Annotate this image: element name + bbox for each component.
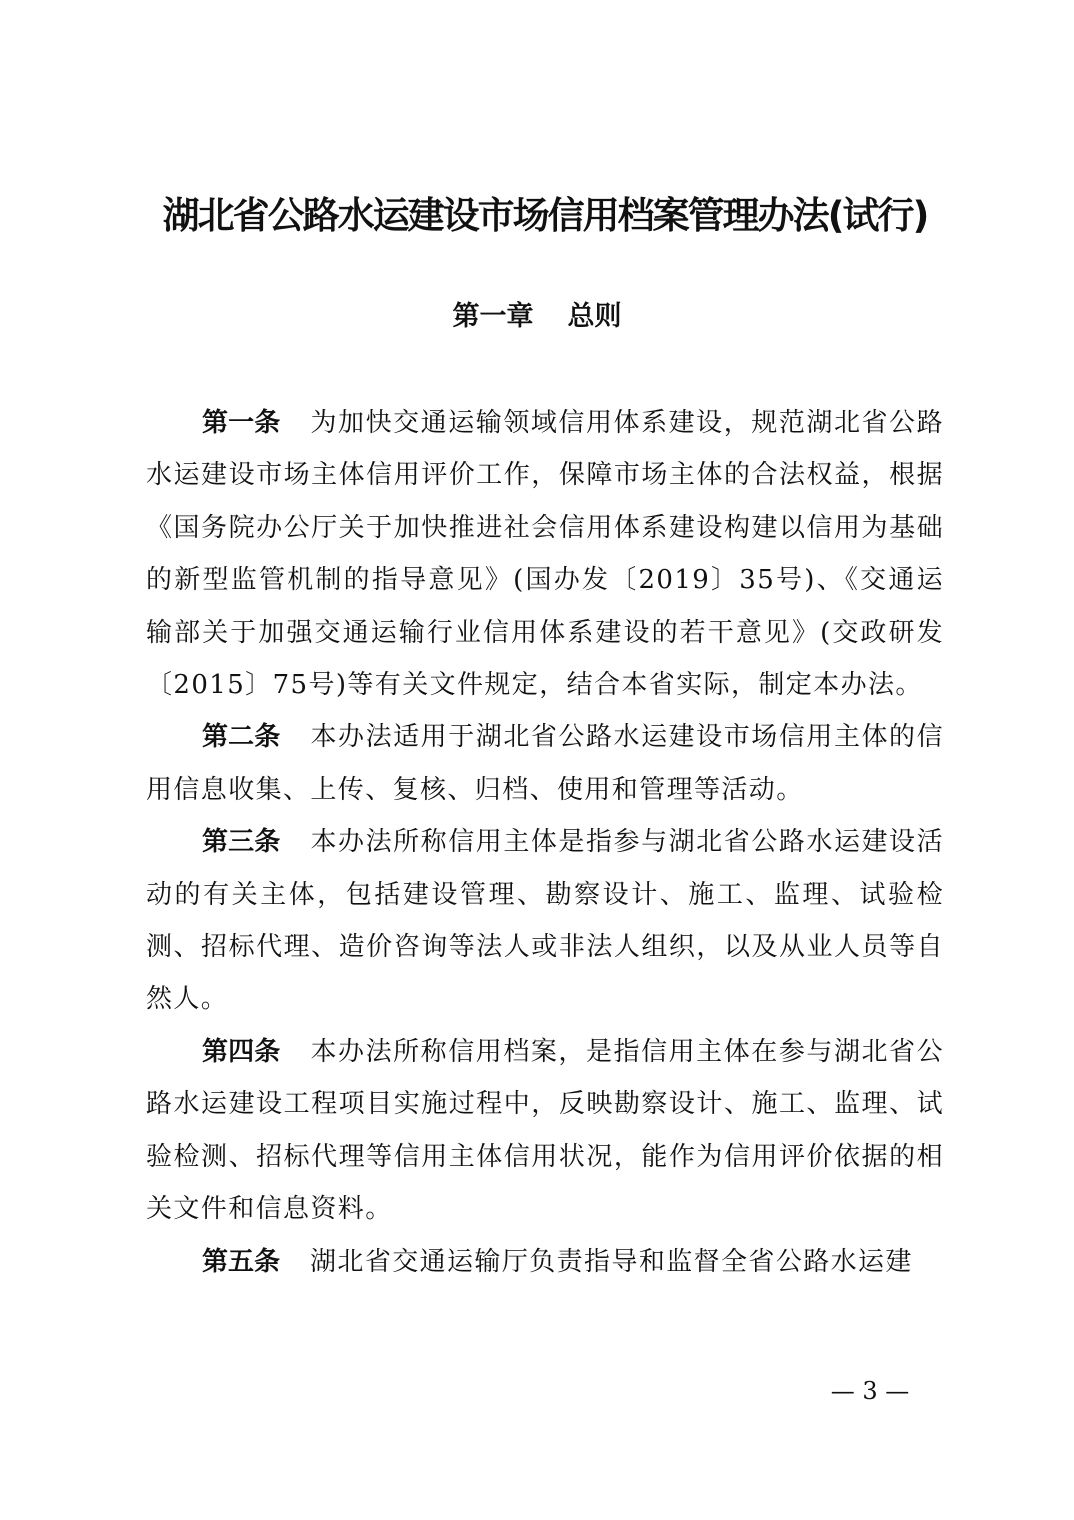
article-number: 第二条 [202,722,281,753]
article-1 [146,397,944,711]
chapter-heading [0,296,1074,338]
article-2 [146,711,944,816]
article-number: 第一条 [202,408,281,438]
article-number: 第五条 [202,1246,281,1277]
chapter-number: 第一章 [452,301,534,332]
article-text: 湖北省交通运输厅负责指导和监督全省公路水运建 [310,1246,913,1277]
document-body [146,397,944,1288]
article-number: 第三条 [202,827,281,858]
chapter-name: 总则 [567,301,622,332]
article-text: 本办法所称信用主体是指参与湖北省公路水运建设活动的有关主体，包括建设管理、勘察设计、施工、监理、试验检测、招标代理、造价咨询等法人或非法人组织，以及从业人员等自然人。 [146,827,944,1015]
page-number: — 3 — [830,1377,910,1405]
article-text: 为加快交通运输领域信用体系建设，规范湖北省公路水运建设市场主体信用评价工作，保障市场主体的合法权益，根据《国务院办公厅关于加快推进社会信用体系建设构建以信用为基础的新型监管机制的指导意见》(国办发〔2019〕35号)、《交通运输部关于加强交通运输行业信用体系建设的若干意见》(交政研发〔2015〕75号)等有关文件规定，结合本省实际，制定本办法。 [146,408,944,701]
article-text: 本办法适用于湖北省公路水运建设市场信用主体的信用信息收集、上传、复核、归档、使用和管理等活动。 [146,722,944,805]
article-5 [146,1236,944,1288]
article-4 [146,1026,944,1236]
article-number: 第四条 [202,1036,281,1067]
document-title: 湖北省公路水运建设市场信用档案管理办法(试行) [162,194,928,237]
article-3 [146,816,944,1026]
article-text: 本办法所称信用档案，是指信用主体在参与湖北省公路水运建设工程项目实施过程中，反映勘察设计、施工、监理、试验检测、招标代理等信用主体信用状况，能作为信用评价依据的相关文件和信息资料。 [146,1036,944,1225]
